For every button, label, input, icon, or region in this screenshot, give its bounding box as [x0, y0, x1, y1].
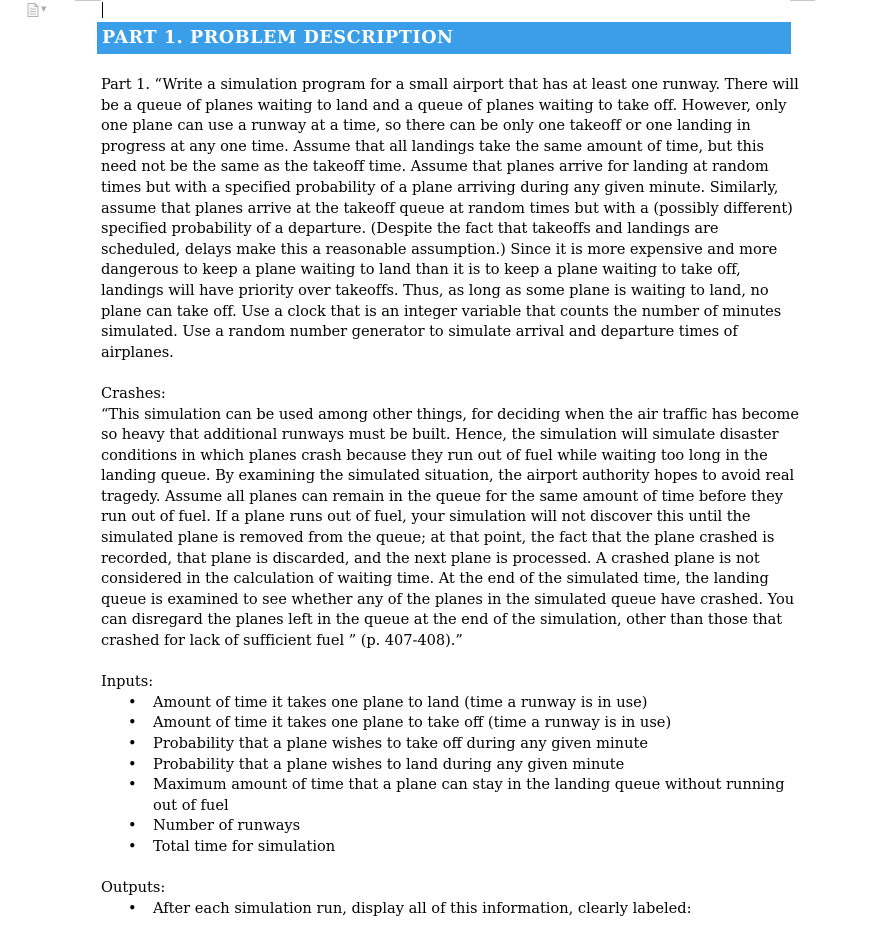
bullet-icon: • [128, 714, 137, 732]
bullet-icon: • [128, 817, 137, 835]
spacer [101, 858, 801, 879]
inputs-label: Inputs: [101, 673, 154, 691]
inputs-list [101, 693, 801, 858]
chevron-down-icon: ▼ [41, 4, 47, 13]
spacer [101, 652, 801, 673]
bullet-icon: • [128, 735, 137, 752]
top-rule-right [790, 0, 815, 1]
page-icon-button[interactable] [27, 3, 46, 17]
list-item: • Total time for simulation [101, 837, 801, 858]
outputs-list [101, 899, 801, 920]
top-rule-left [75, 0, 101, 1]
list-item: • Number of runways [101, 816, 801, 837]
list-item: • Probability that a plane wishes to take off during any given minute [101, 734, 801, 755]
outputs-label: Outputs: [101, 879, 166, 897]
section-heading: PART 1. PROBLEM DESCRIPTION [97, 22, 791, 54]
bullet-icon: • [128, 755, 137, 773]
list-item: • After each simulation run, display all of this information, clearly labeled: [101, 899, 801, 920]
text-cursor [102, 2, 103, 18]
document-icon [27, 3, 39, 17]
list-item: • Amount of time it takes one plane to take off (time a runway is in use) [101, 713, 801, 734]
part1-paragraph: Part 1. “Write a simulation program for a small airport that has at least one runway. There will be a queue of planes waiting to land and a queue of planes waiting to take off. However, only one plane can use a runway at a time, so there can be only one takeoff or one landing in progress at any one time. Assume that all landings take the same amount of time, but this need not be the same as the takeoff time. Assume that planes arrive for landing at random times but with a specified probability of a plane arriving during any given minute. Similarly, assume that planes arrive at the takeoff queue at random times but with a (possibly different) specified probability of a departure. (Despite the fact that takeoffs and landings are scheduled, delays make this a reasonable assumption.) Since it is more expensive and more dangerous to keep a plane waiting to land than it is to keep a plane waiting to take off, landings will have priority over takeoffs. Thus, as long as some plane is waiting to land, no plane can take off. Use a clock that is an integer variable that counts the number of minutes simulated. Use a random number generator to simulate arrival and departure times of airplanes. [101, 76, 799, 361]
bullet-icon: • [128, 899, 137, 917]
list-item: • Maximum amount of time that a plane can stay in the landing queue without running out of fuel [128, 776, 785, 814]
list-item: • Probability that a plane wishes to land during any given minute [101, 755, 801, 776]
spacer [101, 363, 801, 384]
crashes-paragraph: “This simulation can be used among other things, for deciding when the air traffic has become so heavy that additional runways must be built. Hence, the simulation will simulate disaster conditions in which planes crash because they run out of fuel while waiting too long in the landing queue. By examining the simulated situation, the airport authority hopes to avoid real tragedy. Assume all planes can remain in the queue for the same amount of time before they run out of fuel. If a plane runs out of fuel, your simulation will not discover this until the simulated plane is removed from the queue; at that point, the fact that the plane crashed is recorded, that plane is discarded, and the next plane is processed. A crashed plane is not considered in the calculation of waiting time. At the end of the simulated time, the landing queue is examined to see whether any of the planes in the simulated queue have crashed. You can disregard the planes left in the queue at the end of the simulation, other than those that crashed for lack of sufficient fuel ” (p. 407-408).” [101, 405, 799, 650]
bullet-icon: • [128, 776, 137, 794]
list-item: • Amount of time it takes one plane to land (time a runway is in use) [101, 693, 801, 714]
bullet-icon: • [128, 693, 137, 711]
crashes-label: Crashes: [101, 384, 166, 402]
bullet-icon: • [128, 837, 137, 855]
document-body[interactable] [101, 75, 801, 919]
